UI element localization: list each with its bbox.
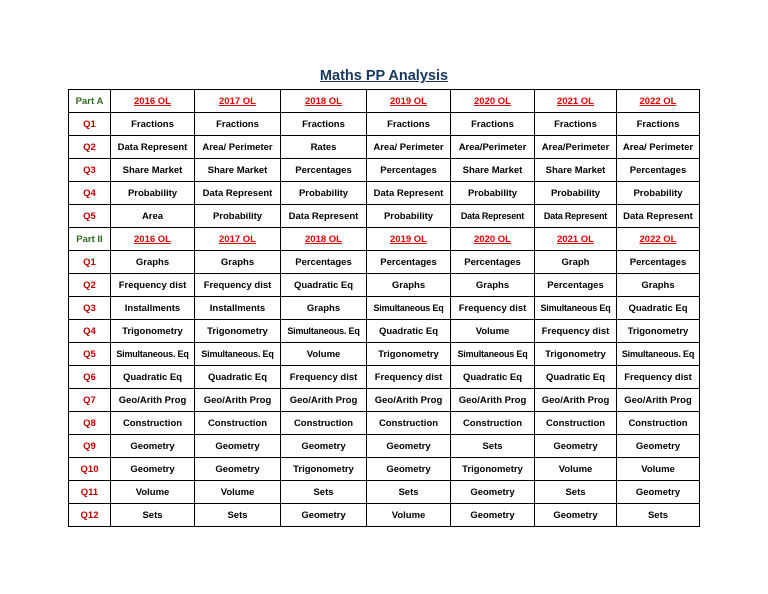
topic-cell: Geometry	[367, 458, 451, 481]
topic-cell: Geometry	[535, 435, 617, 458]
topic-cell: Percentages	[281, 159, 367, 182]
question-label: Q3	[69, 159, 111, 182]
topic-cell: Geometry	[617, 481, 700, 504]
topic-cell: Graphs	[195, 251, 281, 274]
topic-cell: Graphs	[281, 297, 367, 320]
question-label: Q2	[69, 136, 111, 159]
question-label: Q10	[69, 458, 111, 481]
topic-cell: Fractions	[281, 113, 367, 136]
topic-cell: Installments	[195, 297, 281, 320]
topic-cell: Sets	[367, 481, 451, 504]
topic-cell: Graphs	[367, 274, 451, 297]
topic-cell: Quadratic Eq	[617, 297, 700, 320]
topic-cell: Graphs	[617, 274, 700, 297]
page-title: Maths PP Analysis	[319, 68, 449, 84]
topic-cell: Sets	[535, 481, 617, 504]
table-row	[69, 113, 700, 136]
topic-cell: Construction	[195, 412, 281, 435]
part-a-header-row	[69, 90, 700, 113]
topic-cell: Area/Perimeter	[535, 136, 617, 159]
part-a-label: Part A	[69, 90, 111, 113]
topic-cell: Probability	[535, 182, 617, 205]
topic-cell: Percentages	[281, 251, 367, 274]
topic-cell: Data Represent	[617, 205, 700, 228]
topic-cell: Volume	[281, 343, 367, 366]
topic-cell: Area/ Perimeter	[195, 136, 281, 159]
table-row	[69, 297, 700, 320]
question-label: Q5	[69, 343, 111, 366]
topic-cell: Graph	[535, 251, 617, 274]
topic-cell: Construction	[367, 412, 451, 435]
question-label: Q11	[69, 481, 111, 504]
topic-cell: Installments	[111, 297, 195, 320]
topic-cell: Frequency dist	[281, 366, 367, 389]
year-header: 2021 OL	[535, 228, 617, 251]
topic-cell: Data Represent	[195, 182, 281, 205]
topic-cell: Percentages	[535, 274, 617, 297]
question-label: Q1	[69, 251, 111, 274]
topic-cell: Data Represent	[367, 182, 451, 205]
topic-cell: Rates	[281, 136, 367, 159]
year-header: 2020 OL	[451, 90, 535, 113]
table-row	[69, 182, 700, 205]
year-header: 2018 OL	[281, 228, 367, 251]
topic-cell: Fractions	[111, 113, 195, 136]
topic-cell: Simultaneous Eq	[451, 343, 535, 366]
topic-cell: Geo/Arith Prog	[195, 389, 281, 412]
topic-cell: Frequency dist	[367, 366, 451, 389]
topic-cell: Frequency dist	[535, 320, 617, 343]
topic-cell: Data Represent	[111, 136, 195, 159]
question-label: Q8	[69, 412, 111, 435]
topic-cell: Quadratic Eq	[195, 366, 281, 389]
topic-cell: Trigonometry	[617, 320, 700, 343]
topic-cell: Graphs	[111, 251, 195, 274]
question-label: Q1	[69, 113, 111, 136]
table-row	[69, 343, 700, 366]
table-row	[69, 251, 700, 274]
topic-cell: Simultaneous. Eq	[281, 320, 367, 343]
topic-cell: Construction	[281, 412, 367, 435]
topic-cell: Sets	[195, 504, 281, 527]
topic-cell: Trigonometry	[367, 343, 451, 366]
topic-cell: Geometry	[617, 435, 700, 458]
topic-cell: Geometry	[281, 504, 367, 527]
part-b-header-row	[69, 228, 700, 251]
topic-cell: Sets	[617, 504, 700, 527]
topic-cell: Share Market	[535, 159, 617, 182]
topic-cell: Frequency dist	[195, 274, 281, 297]
topic-cell: Data Represent	[451, 205, 535, 228]
year-header: 2018 OL	[281, 90, 367, 113]
table-row	[69, 458, 700, 481]
topic-cell: Percentages	[617, 251, 700, 274]
topic-cell: Sets	[111, 504, 195, 527]
table-row	[69, 504, 700, 527]
topic-cell: Volume	[451, 320, 535, 343]
table-row	[69, 481, 700, 504]
topic-cell: Construction	[535, 412, 617, 435]
topic-cell: Geometry	[111, 435, 195, 458]
part-b-label: Part II	[69, 228, 111, 251]
table-row	[69, 412, 700, 435]
topic-cell: Geometry	[195, 458, 281, 481]
topic-cell: Graphs	[451, 274, 535, 297]
topic-cell: Trigonometry	[281, 458, 367, 481]
topic-cell: Volume	[195, 481, 281, 504]
year-header: 2019 OL	[367, 90, 451, 113]
topic-cell: Trigonometry	[195, 320, 281, 343]
topic-cell: Geo/Arith Prog	[617, 389, 700, 412]
topic-cell: Geometry	[111, 458, 195, 481]
topic-cell: Probability	[617, 182, 700, 205]
topic-cell: Probability	[281, 182, 367, 205]
topic-cell: Geo/Arith Prog	[281, 389, 367, 412]
year-header: 2017 OL	[195, 90, 281, 113]
table-row	[69, 274, 700, 297]
topic-cell: Geometry	[281, 435, 367, 458]
topic-cell: Share Market	[451, 159, 535, 182]
topic-cell: Construction	[617, 412, 700, 435]
topic-cell: Geometry	[195, 435, 281, 458]
analysis-table	[68, 89, 700, 527]
year-header: 2022 OL	[617, 228, 700, 251]
topic-cell: Volume	[535, 458, 617, 481]
topic-cell: Simultaneous Eq	[535, 297, 617, 320]
question-label: Q7	[69, 389, 111, 412]
question-label: Q5	[69, 205, 111, 228]
topic-cell: Area	[111, 205, 195, 228]
topic-cell: Quadratic Eq	[535, 366, 617, 389]
topic-cell: Probability	[451, 182, 535, 205]
topic-cell: Frequency dist	[617, 366, 700, 389]
topic-cell: Construction	[451, 412, 535, 435]
topic-cell: Simultaneous Eq	[367, 297, 451, 320]
year-header: 2022 OL	[617, 90, 700, 113]
topic-cell: Probability	[111, 182, 195, 205]
topic-cell: Volume	[111, 481, 195, 504]
topic-cell: Trigonometry	[111, 320, 195, 343]
topic-cell: Data Represent	[535, 205, 617, 228]
table-row	[69, 159, 700, 182]
table-row	[69, 435, 700, 458]
topic-cell: Quadratic Eq	[111, 366, 195, 389]
topic-cell: Percentages	[367, 251, 451, 274]
table-row	[69, 136, 700, 159]
question-label: Q9	[69, 435, 111, 458]
topic-cell: Fractions	[451, 113, 535, 136]
topic-cell: Geo/Arith Prog	[535, 389, 617, 412]
table-row	[69, 366, 700, 389]
topic-cell: Probability	[195, 205, 281, 228]
year-header: 2021 OL	[535, 90, 617, 113]
year-header: 2016 OL	[111, 90, 195, 113]
topic-cell: Geo/Arith Prog	[111, 389, 195, 412]
topic-cell: Frequency dist	[451, 297, 535, 320]
topic-cell: Construction	[111, 412, 195, 435]
table-row	[69, 389, 700, 412]
question-label: Q6	[69, 366, 111, 389]
topic-cell: Volume	[617, 458, 700, 481]
topic-cell: Percentages	[451, 251, 535, 274]
topic-cell: Fractions	[617, 113, 700, 136]
question-label: Q4	[69, 320, 111, 343]
table-row	[69, 320, 700, 343]
topic-cell: Area/ Perimeter	[617, 136, 700, 159]
year-header: 2019 OL	[367, 228, 451, 251]
topic-cell: Geometry	[451, 481, 535, 504]
topic-cell: Fractions	[195, 113, 281, 136]
year-header: 2016 OL	[111, 228, 195, 251]
topic-cell: Percentages	[367, 159, 451, 182]
question-label: Q12	[69, 504, 111, 527]
topic-cell: Fractions	[367, 113, 451, 136]
topic-cell: Geometry	[535, 504, 617, 527]
topic-cell: Quadratic Eq	[451, 366, 535, 389]
topic-cell: Sets	[281, 481, 367, 504]
topic-cell: Data Represent	[281, 205, 367, 228]
topic-cell: Volume	[367, 504, 451, 527]
topic-cell: Geo/Arith Prog	[451, 389, 535, 412]
table-row	[69, 205, 700, 228]
topic-cell: Geo/Arith Prog	[367, 389, 451, 412]
topic-cell: Simultaneous. Eq	[617, 343, 700, 366]
topic-cell: Share Market	[111, 159, 195, 182]
question-label: Q3	[69, 297, 111, 320]
topic-cell: Percentages	[617, 159, 700, 182]
topic-cell: Geometry	[367, 435, 451, 458]
topic-cell: Probability	[367, 205, 451, 228]
topic-cell: Simultaneous. Eq	[195, 343, 281, 366]
topic-cell: Area/ Perimeter	[367, 136, 451, 159]
year-header: 2020 OL	[451, 228, 535, 251]
topic-cell: Area/Perimeter	[451, 136, 535, 159]
question-label: Q2	[69, 274, 111, 297]
topic-cell: Trigonometry	[535, 343, 617, 366]
topic-cell: Sets	[451, 435, 535, 458]
question-label: Q4	[69, 182, 111, 205]
topic-cell: Quadratic Eq	[367, 320, 451, 343]
topic-cell: Trigonometry	[451, 458, 535, 481]
topic-cell: Geometry	[451, 504, 535, 527]
topic-cell: Frequency dist	[111, 274, 195, 297]
topic-cell: Share Market	[195, 159, 281, 182]
year-header: 2017 OL	[195, 228, 281, 251]
topic-cell: Simultaneous. Eq	[111, 343, 195, 366]
topic-cell: Quadratic Eq	[281, 274, 367, 297]
topic-cell: Fractions	[535, 113, 617, 136]
